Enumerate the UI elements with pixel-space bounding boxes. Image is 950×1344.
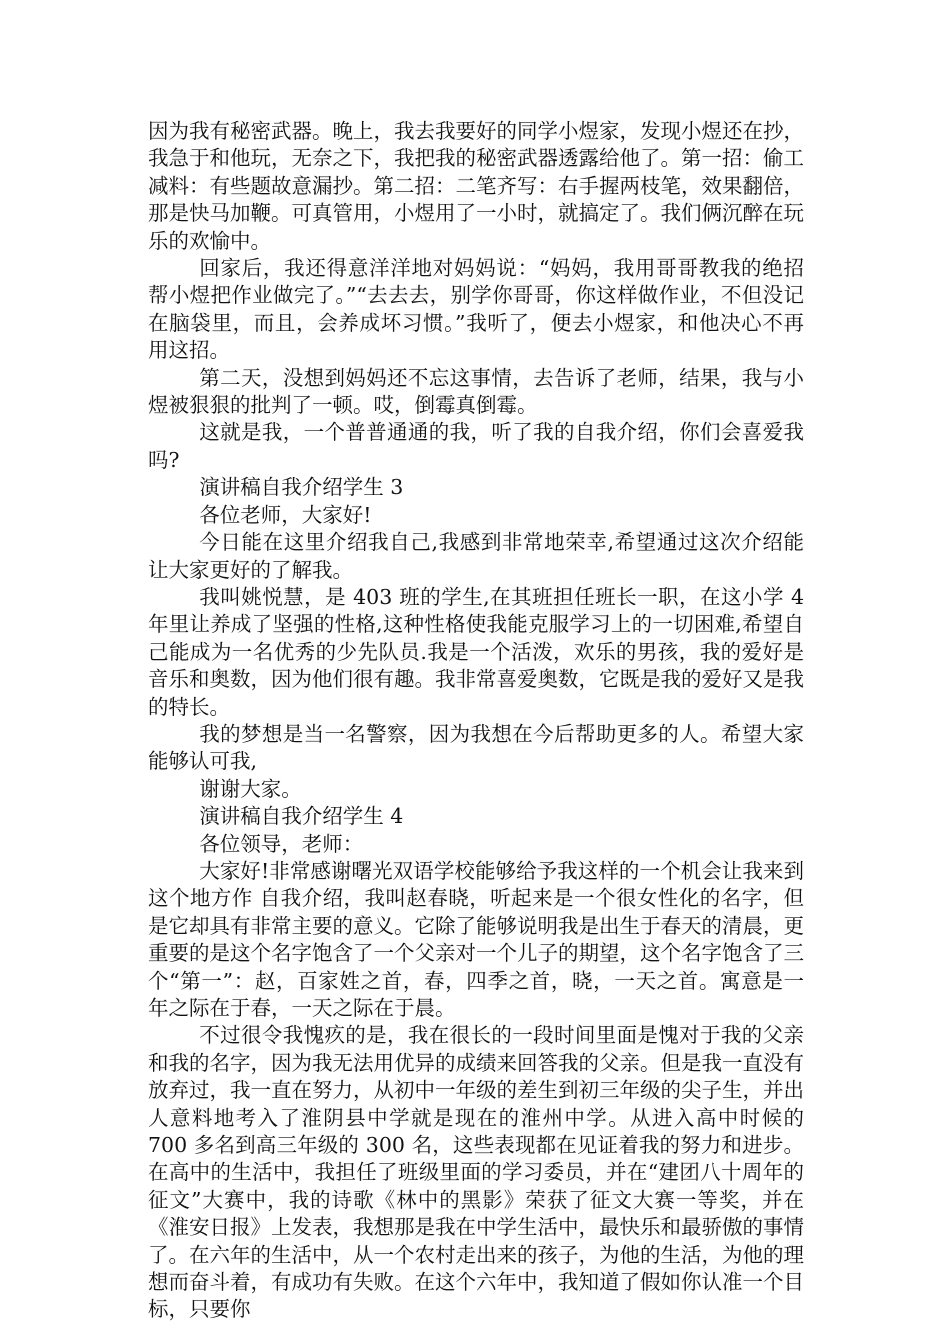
document-page <box>148 118 804 1324</box>
greeting: 各位老师，大家好! <box>199 502 372 527</box>
paragraph: 第二天，没想到妈妈还不忘这事情，去告诉了老师，结果，我与小煜被狠狠的批判了一顿。哎，倒霉真倒霉。 <box>148 365 804 418</box>
paragraph: 大家好!非常感谢曙光双语学校能够给予我这样的一个机会让我来到这个地方作 自我介绍，我叫赵春晓，听起来是一个很女性化的名字，但是它却具有非常主要的意义。它除了能够说明我是出生于春天的清晨，更重要的是这个名字饱含了一个父亲对一个儿子的期望，这个名字饱含了三个“第一”：赵，百家姓之首，春，四季之首，晓，一天之首。寓意是一年之际在于春，一天之际在于晨。 <box>148 858 804 1020</box>
paragraph: 今日能在这里介绍我自己,我感到非常地荣幸,希望通过这次介绍能让大家更好的了解我。 <box>148 530 804 582</box>
paragraph: 这就是我，一个普普通通的我，听了我的自我介绍，你们会喜爱我吗? <box>148 420 804 472</box>
greeting: 各位领导，老师： <box>199 831 364 856</box>
section-heading: 演讲稿自我介绍学生 4 <box>199 804 404 829</box>
closing: 谢谢大家。 <box>199 776 302 801</box>
section-heading: 演讲稿自我介绍学生 3 <box>199 475 404 500</box>
paragraph: 我的梦想是当一名警察，因为我想在今后帮助更多的人。希望大家能够认可我, <box>148 721 804 774</box>
paragraph: 因为我有秘密武器。晚上，我去我要好的同学小煜家，发现小煜还在抄，我急于和他玩，无奈之下，我把我的秘密武器透露给他了。第一招：偷工减料：有些题故意漏抄。第二招：二笔齐写：右手握两枝笔，效果翻倍，那是快马加鞭。可真管用，小煜用了一小时，就搞定了。我们俩沉醉在玩乐的欢愉中。 <box>148 119 804 253</box>
paragraph: 回家后，我还得意洋洋地对妈妈说：“妈妈，我用哥哥教我的绝招帮小煜把作业做完了。”“去去去，别学你哥哥，你这样做作业，不但没记在脑袋里，而且，会养成坏习惯。”我听了，便去小煜家，和他决心不再用这招。 <box>148 256 804 363</box>
paragraph: 我叫姚悦慧，是 403 班的学生,在其班担任班长一职，在这小学 4 年里让养成了坚强的性格,这种性格使我能克服学习上的一切困难,希望自己能成为一名优秀的少先队员.我是一个活泼，欢乐的男孩，我的爱好是音乐和奥数，因为他们很有趣。我非常喜爱奥数，它既是我的爱好又是我的特长。 <box>148 584 804 719</box>
paragraph: 不过很令我愧疚的是，我在很长的一段时间里面是愧对于我的父亲和我的名字，因为我无法用优异的成绩来回答我的父亲。但是我一直没有放弃过，我一直在努力，从初中一年级的差生到初三年级的尖子生，并出人意料地考入了淮阴县中学就是现在的淮州中学。从进入高中时候的 700 多名到高三年级的 300 名，这些表现都在见证着我的努力和进步。在高中的生活中，我担任了班级里面的学习委员，并在“建团八十周年的征文”大赛中，我的诗歌《林中的黑影》荣获了征文大赛一等奖，并在《淮安日报》上发表，我想那是我在中学生活中，最快乐和最骄傲的事情了。在六年的生活中，从一个农村走出来的孩子，为他的生活，为他的理想而奋斗着，有成功有失败。在这个六年中，我知道了假如你认准一个目标，只要你 <box>148 1023 804 1322</box>
